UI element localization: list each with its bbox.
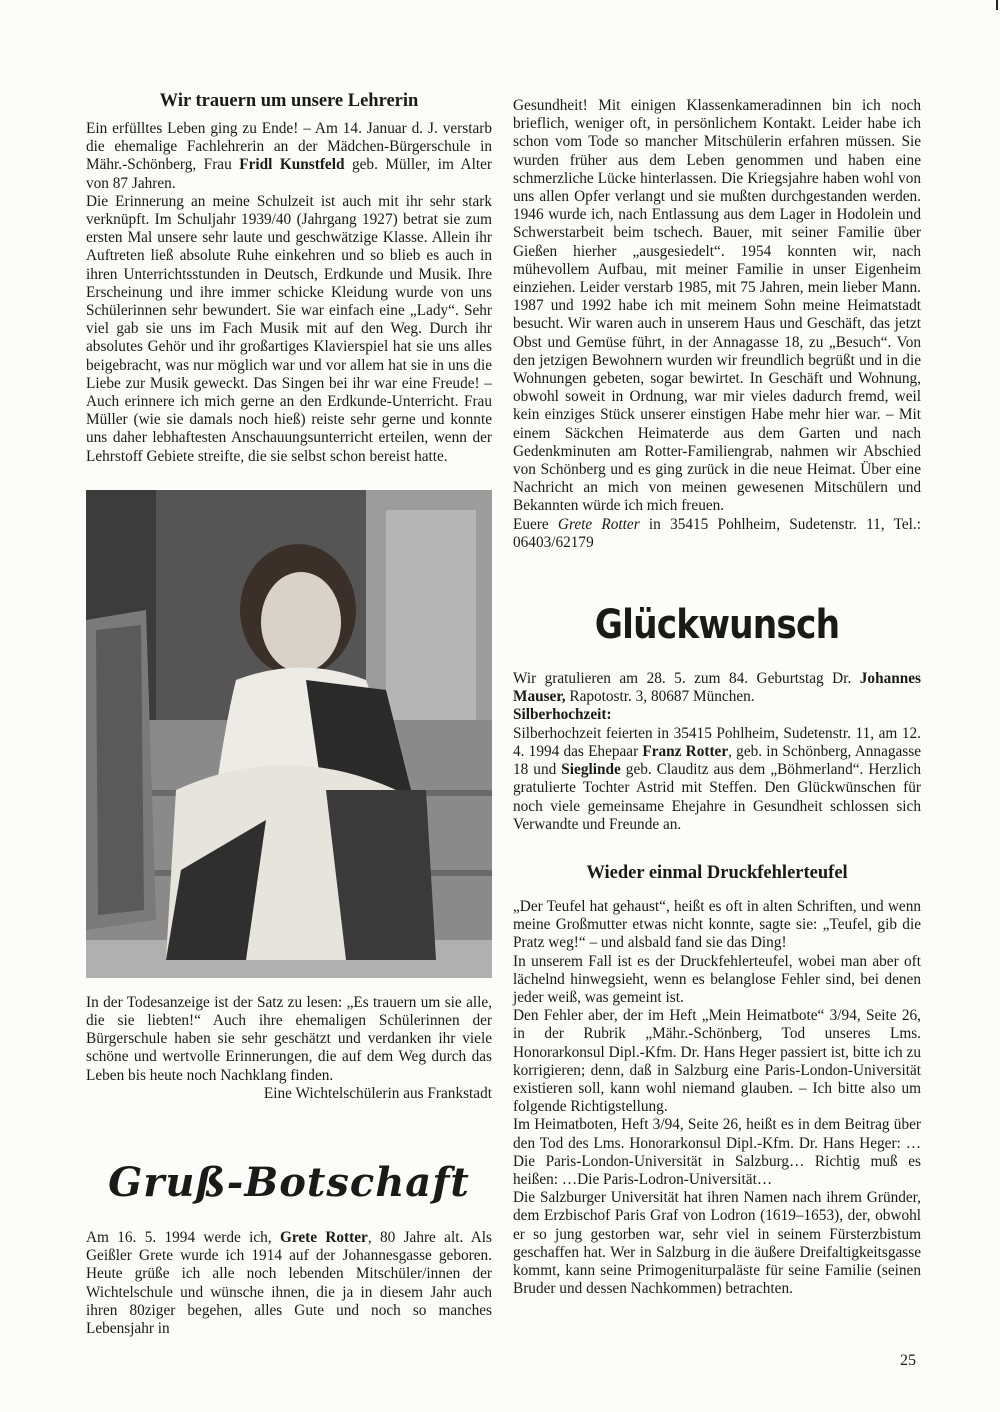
greeting-title: Gruß-Botschaft bbox=[108, 1159, 470, 1207]
typo-paragraph-3: Den Fehler aber, der im Heft „Mein Heimatbote“ 3/94, Seite 26, in der Rubrik „Mähr.-Schönberg, Tod unseres Lms. Honorarkonsul Dipl.-Kfm. Dr. Hans Heger passiert ist, bitte ich zu korrigieren; denn, daß in Salzburg eine Paris-London-Universität existieren soll, kann wohl niemand glauben. – Ich bitte also um folgende Richtigstellung. bbox=[513, 1007, 921, 1116]
obituary-paragraph-2: Die Erinnerung an meine Schulzeit ist auch mit ihr sehr stark verknüpft. Im Schuljahr 1939/40 (Jahrgang 1927) betrat sie zum ersten Mal unsere sehr laute und geschwätzige Klasse. Allein ihr Auftreten ließ absolute Ruhe einkehren und so blieb es auch in ihren Unterrichtsstunden in Deutsch, Erdkunde und Musik. Ihre Erscheinung und ihre immer schicke Kleidung wurde von uns Schülerinnen sehr bewundert. Sie war einfach eine „Lady“. Sehr viel gab sie uns im Fach Musik mit auf den Weg. Durch ihr absolutes Gehör und ihr großartiges Klavierspiel hat sie uns alles beigebracht, was nur möglich war und vor allem hat sie in uns die Liebe zur Musik geweckt. Das Singen bei ihr war eine Freude! – Auch erinnere ich mich gerne an den Erdkunde-Unterricht. Frau Müller (wie sie damals noch hieß) reiste sehr gerne und konnte uns daher lebhaftesten Anschauungsunterricht erteilen, wenn der Lehrstoff Gebiete streifte, die sie selbst schon bereist hatte. bbox=[86, 192, 492, 465]
typo-paragraph-5: Die Salzburger Universität hat ihren Namen nach ihrem Gründer, dem Erzbischof Paris Graf von Lodron (1619–1653), der, obwohl er so jung gestorben war, sehr viel in seinem Fürsterzbistum geschaffen hat. Wer in Salzburg in die äußere Dreifaltigkeitsgasse kommt, kann seine Primogeniturpaläste für seine Familie (seinen Bruder und dessen Nachkommen) betrachten. bbox=[513, 1189, 921, 1298]
obituary-title: Wir trauern um unsere Lehrerin bbox=[159, 91, 419, 111]
scan-mark bbox=[996, 0, 998, 10]
right-column bbox=[513, 97, 921, 1298]
birthday-paragraph: Wir gratulieren am 28. 5. zum 84. Geburtstag Dr. Johannes Mauser, Rapotostr. 3, 80687 München. bbox=[513, 670, 921, 706]
sign-off-name: Grete Rotter bbox=[557, 515, 640, 533]
greeting-sign-off: Euere Grete Rotter in 35415 Pohlheim, Sudetenstr. 11, Tel.: 06403/62179 bbox=[513, 515, 921, 551]
silver-wedding-heading: Silberhochzeit: bbox=[513, 706, 612, 724]
portrait-photo bbox=[86, 490, 492, 978]
teacher-name: Fridl Kunstfeld bbox=[239, 156, 345, 174]
greeting-author: Grete Rotter bbox=[279, 1229, 368, 1247]
husband-name: Franz Rotter bbox=[642, 742, 729, 760]
typo-paragraph-2: In unserem Fall ist es der Druckfehlerteufel, wobei man aber oft lächelnd hinwegsieht, wenn es belanglose Fehler sind, bei denen jeder weiß, was gemeint ist. bbox=[513, 952, 921, 1006]
portrait-illustration bbox=[86, 490, 492, 978]
obituary-signature: Eine Wichtelschülerin aus Frankstadt bbox=[263, 1084, 492, 1102]
greeting-paragraph: Am 16. 5. 1994 werde ich, Grete Rotter, 80 Jahre alt. Als Geißler Grete wurde ich 1914 auf der Johannesgasse geboren. Heute grüße ich alle noch lebenden Mitschüler/innen der Wichtelschule und wünsche ihnen, die ja in diesem Jahr auch ihren 80ziger begehen, alles Gute und noch so manches Lebensjahr in bbox=[86, 1229, 493, 1338]
left-column bbox=[86, 90, 492, 1338]
obituary-paragraph-1: Ein erfülltes Leben ging zu Ende! – Am 14. Januar d. J. verstarb die ehemalige Fachlehrerin an der Mädchen-Bürgerschule in Mähr.-Schönberg, Frau Fridl Kunstfeld geb. Müller, im Alter von 87 Jahren. bbox=[86, 120, 492, 192]
typo-paragraph-4: Im Heimatboten, Heft 3/94, Seite 26, heißt es in dem Beitrag über den Tod des Lms. Honorarkonsul Dipl.-Kfm. Dr. Hans Heger: …Die Paris-London-Universität in Salzburg… Richtig muß es heißen: …Die Paris-Lodron-Universität… bbox=[513, 1116, 921, 1188]
birthday-name: Johannes Mauser, bbox=[513, 670, 921, 706]
typo-paragraph-1: „Der Teufel hat gehaust“, heißt es oft in alten Schriften, und wenn meine Großmutter etwas nicht konnte, sagte sie: „Teufel, gib die Pratz weg!“ – und alsbald fand sie das Ding! bbox=[513, 897, 921, 952]
silver-wedding-paragraph: Silberhochzeit feierten in 35415 Pohlheim, Sudetenstr. 11, am 12. 4. 1994 das Ehepaar Franz Rotter, geb. in Schönberg, Annagasse 18 und Sieglinde geb. Clauditz aus dem „Böhmerland“. Herzlich gratulierte Tochter Astrid mit Steffen. Den Glückwünschen für noch viele gemeinsame Ehejahre in Gesundheit schlossen sich Verwandte und Freunde an. bbox=[513, 724, 922, 833]
page-number: 25 bbox=[900, 1352, 916, 1369]
congrats-title: Glückwunsch bbox=[594, 602, 840, 649]
typo-title: Wieder einmal Druckfehlerteufel bbox=[586, 862, 848, 883]
obituary-paragraph-3: In der Todesanzeige ist der Satz zu lesen: „Es trauern um sie alle, die sie liebten!“ Auch ihre ehemaligen Schülerinnen der Bürgerschule haben sie sehr geschätzt und verdanken ihr viele schöne und wertvolle Erinnerungen, die auf dem Weg durch das Leben bis heute noch Nachklang finden. bbox=[86, 993, 492, 1084]
wife-name: Sieglinde bbox=[561, 761, 621, 779]
greeting-continued: Gesundheit! Mit einigen Klassenkameradinnen bin ich noch brieflich, weniger oft, in persönlichem Kontakt. Leider habe ich schon vom Tode so mancher Mitschülerin erfahren müssen. Sie wurden früher aus dem Leben genommen und haben eine schmerzliche Lücke hinterlassen. Die Kriegsjahre haben wohl von uns allen Opfer verlangt und sie mußten durchgestanden werden. 1946 wurde ich, nach Entlassung aus dem Lager in Hodolein und Schwerstarbeit beim tschech. Bauer, mit seiner Familie über Gießen hierher „ausgesiedelt“. 1954 konnten wir, nach mühevollem Aufbau, mit meiner Familie in unser Eigenheim einziehen. Leider verstarb 1985, mit 75 Jahren, mein lieber Mann. 1987 und 1992 habe ich mit meinem Sohn meine Heimatstadt besucht. Wir waren auch in unserem Haus und Geschäft, das jetzt Obst und Gemüse führt, in der Annagasse 18, zu „Besuch“. Von den jetzigen Bewohnern wurden wir freundlich begrüßt und in die Wohnungen gebeten, sogar bewirtet. In Geschäft und Wohnung, obwohl soweit in Ordnung, war mir vieles dadurch fremd, weil kein einziges Stück unserer einstigen Habe mehr hier war. – Mit einem Säckchen Heimaterde aus dem Garten und nach Gedenkminuten am Rotter-Familiengrab, nahmen wir Abschied von Schönberg und es ging zurück in die neue Heimat. Über eine Nachricht an mich von meinen gewesenen Mitschülern und Bekannten würde ich mich freuen. bbox=[513, 97, 921, 515]
